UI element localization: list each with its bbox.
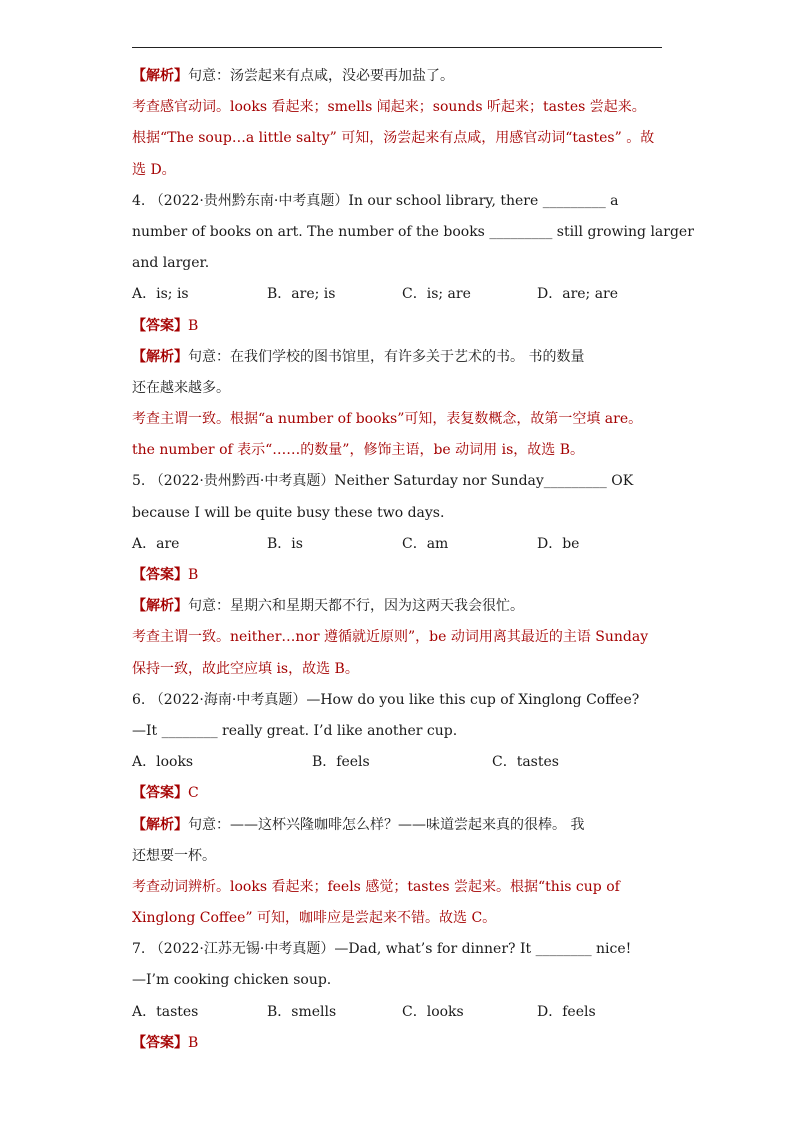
document-body [132,62,694,1060]
option-choice: A．is; is [132,286,189,303]
explanation-line: 考查主谓一致。neither…nor 遵循就近原则”，be 动词用离其最近的主语 Sunday [132,629,649,646]
line-text: B [188,317,199,334]
answer-tag: 【答案】 [132,785,188,802]
question-line: because I will be quite busy these two days. [132,504,445,521]
explanation-line: 考查感官动词。looks 看起来；smells 闻起来；sounds 听起来；tastes 尝起来。 [132,99,646,116]
analysis-tag: 【解析】 [132,816,188,833]
explanation-line: 考查主谓一致。根据“a number of books”可知，表复数概念，故第一空填 are。 [132,411,643,428]
question-line: —It ________ really great. I’d like another cup. [132,722,458,739]
answer-tag: 【答案】 [132,317,188,334]
option-choice: B．feels [312,754,370,771]
line-text: C [188,785,199,802]
explanation-line: 还想要一杯。 [132,847,216,864]
option-choice: C．tastes [492,754,559,771]
analysis-line [132,62,672,93]
option-choice: B．smells [267,1003,337,1020]
question-line: number of books on art. The number of the books _________ still growing larger [132,223,694,240]
option-choice: A．tastes [132,1003,199,1020]
analysis-tag: 【解析】 [132,598,188,615]
line-text: B [188,1034,199,1051]
line-text: 句意：——这杯兴隆咖啡怎么样？——味道尝起来真的很棒。 我 [188,816,585,833]
analysis-line [132,811,672,842]
answer-line [132,561,672,592]
answer-options [132,530,672,561]
analysis-line [132,343,672,374]
option-choice: B．are; is [267,286,336,303]
explanation-line: 还在越来越多。 [132,379,230,396]
line-text: 句意：星期六和星期天都不行，因为这两天我会很忙。 [188,598,524,615]
option-choice: C．is; are [402,286,471,303]
analysis-tag: 【解析】 [132,68,188,84]
explanation-line: 根据“The soup…a little salty” 可知，汤尝起来有点咸，用感官动词“tastes” 。故 [132,130,655,147]
question-line: —I’m cooking chicken soup. [132,972,332,989]
analysis-line [132,592,672,623]
line-text: 句意：在我们学校的图书馆里，有许多关于艺术的书。 书的数量 [188,348,585,365]
question-line: and larger. [132,255,210,272]
answer-tag: 【答案】 [132,1034,188,1051]
option-choice: D．are; are [537,286,619,303]
line-text: 句意：汤尝起来有点咸，没必要再加盐了。 [188,68,454,84]
option-choice: B．is [267,535,303,552]
answer-tag: 【答案】 [132,567,188,583]
option-choice: A．looks [132,754,194,771]
analysis-tag: 【解析】 [132,348,188,365]
answer-line [132,312,672,343]
answer-line [132,779,672,810]
answer-line [132,1029,672,1060]
explanation-line: 选 D。 [132,161,176,178]
question-line: 7. （2022·江苏无锡·中考真题）—Dad, what’s for dinner? It ________ nice! [132,941,632,958]
answer-options [132,998,672,1029]
question-line: 5. （2022·贵州黔西·中考真题）Neither Saturday nor Sunday_________ OK [132,473,634,490]
explanation-line: the number of 表示“……的数量”，修饰主语，be 动词用 is，故选 B。 [132,442,584,459]
header-rule [132,47,662,48]
option-choice: C．looks [402,1003,464,1020]
answer-options [132,280,672,311]
explanation-line: Xinglong Coffee” 可知，咖啡应是尝起来不错。故选 C。 [132,910,497,927]
option-choice: D．be [537,535,580,552]
option-choice: D．feels [537,1003,596,1020]
answer-options [132,748,672,779]
line-text: B [188,567,199,583]
explanation-line: 保持一致，故此空应填 is，故选 B。 [132,660,359,677]
question-line: 4. （2022·贵州黔东南·中考真题）In our school library, there _________ a [132,192,619,209]
question-line: 6. （2022·海南·中考真题）—How do you like this cup of Xinglong Coffee? [132,691,640,708]
explanation-line: 考查动词辨析。looks 看起来；feels 感觉；tastes 尝起来。根据“this cup of [132,878,620,895]
option-choice: A．are [132,535,180,552]
option-choice: C．am [402,535,449,552]
